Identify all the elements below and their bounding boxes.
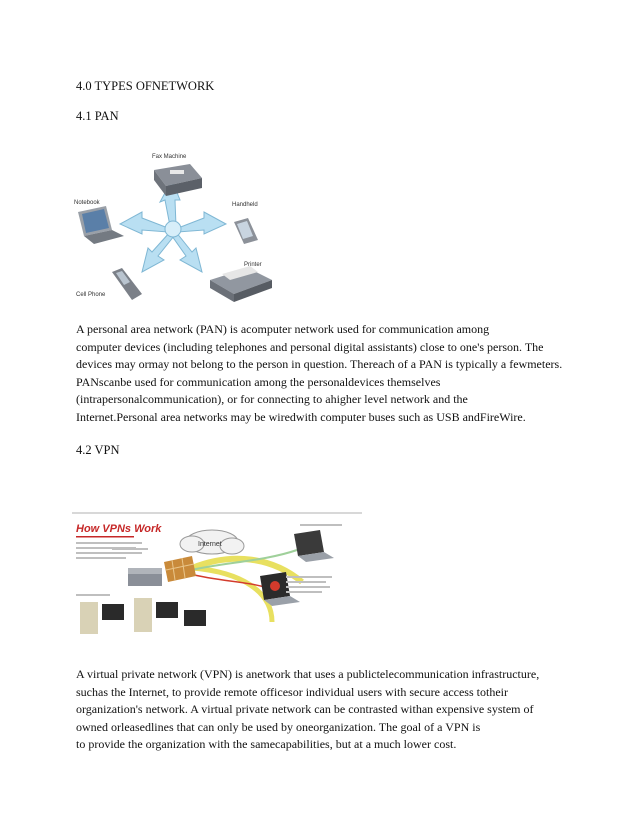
pan-paragraph-line: A personal area network (PAN) is acomputer network used for communication among xyxy=(76,322,490,336)
pan-paragraph xyxy=(76,321,562,426)
section-heading-pan: 4.1 PAN xyxy=(76,109,119,123)
pan-paragraph-line: devices may ormay not belong to the person in question. Thereach of a PAN is typically a fewmeters. xyxy=(76,357,563,371)
svg-text:Fax Machine: Fax Machine xyxy=(152,154,187,160)
vpn-diagram xyxy=(72,512,362,640)
pan-paragraph-line: Internet.Personal area networks may be wiredwith computer buses such as USB andFireWire. xyxy=(76,409,526,424)
vpn-paragraph-line: organization's network. A virtual private network can be contrasted withan expensive system of xyxy=(76,702,534,716)
pan-paragraph-line: PANscanbe used for communication among the personaldevices themselves xyxy=(76,374,441,389)
vpn-paragraph-line: suchas the Internet, to provide remote officesor individual users with secure access totheir xyxy=(76,684,508,699)
pan-paragraph-line: (intrapersonalcommunication), or for connecting to ahigher level network and the xyxy=(76,392,468,406)
svg-text:Cell Phone: Cell Phone xyxy=(76,292,106,298)
svg-text:Printer: Printer xyxy=(244,262,262,268)
vpn-paragraph-line: to provide the organization with the samecapabilities, but at a much lower cost. xyxy=(76,737,457,751)
section-heading-vpn: 4.2 VPN xyxy=(76,443,120,457)
vpn-paragraph xyxy=(76,666,539,754)
svg-text:Notebook: Notebook xyxy=(74,200,100,206)
pan-paragraph-line: computer devices (including telephones and personal digital assistants) close to one's person. The xyxy=(76,339,544,354)
svg-text:Handheld: Handheld xyxy=(232,202,258,208)
vpn-paragraph-line: owned orleasedlines that can only be used by oneorganization. The goal of a VPN is xyxy=(76,719,481,734)
svg-text:Internet: Internet xyxy=(198,541,222,548)
vpn-paragraph-line: A virtual private network (VPN) is anetwork that uses a publictelecommunication infrastructure, xyxy=(76,667,540,681)
vpn-server-icon xyxy=(128,568,162,586)
pan-diagram xyxy=(72,140,282,305)
section-heading-types-of-network: 4.0 TYPES OFNETWORK xyxy=(76,79,215,93)
vpn-diagram-title: How VPNs Work xyxy=(76,523,162,535)
